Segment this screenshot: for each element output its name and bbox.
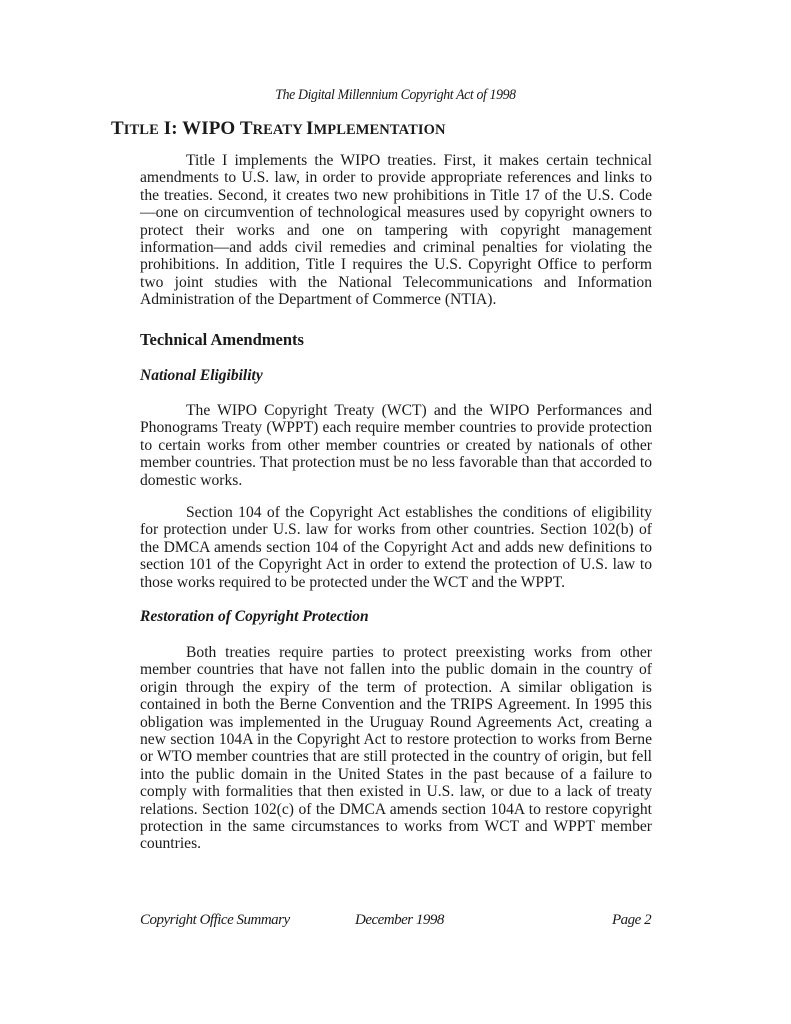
national-eligibility-section-2 [140, 504, 652, 591]
subsection-heading-national-eligibility: National Eligibility [140, 367, 263, 384]
title-text: MPLEMENTATION [313, 122, 446, 138]
section-heading-technical-amendments: Technical Amendments [140, 330, 304, 349]
title-text: T [239, 118, 253, 139]
subsection-heading-restoration: Restoration of Copyright Protection [140, 608, 369, 625]
body-paragraph: Both treaties require parties to protect preexisting works from other member countries that have not fallen into the public domain in the country of origin through the expiry of the term of protection. A similar obligation is contained in both the Berne Convention and the TRIPS Agreement. In 1995 this obligation was implemented in the Uruguay Round Agreements Act, creating a new section 104A in the Copyright Act to restore protection to works from Berne or WTO member countries that are still protected in the country of origin, but fell into the public domain in the United States in the past because of a failure to comply with formalities that then existed in U.S. law, or due to a lack of treaty relations. Section 102(c) of the DMCA amends section 104A to restore copyright protection in the same circumstances to works from WCT and WPPT member countries. [140, 644, 652, 853]
title-text: REATY [252, 122, 306, 138]
national-eligibility-section [140, 402, 652, 489]
footer-date: December 1998 [355, 912, 444, 928]
body-paragraph: Section 104 of the Copyright Act establishes the conditions of eligibility for protection under U.S. law for works from other countries. Section 102(b) of the DMCA amends section 104 of the Copyright Act and adds new definitions to section 101 of the Copyright Act in order to extend the protection of U.S. law to those works required to be protected under the WCT and the WPPT. [140, 504, 652, 591]
restoration-section [140, 644, 652, 853]
intro-paragraph: Title I implements the WIPO treaties. First, it makes certain technical amendments to U.S. law, in order to provide appropriate references and links to the treaties. Second, it creates two new prohibitions in Title 17 of the U.S. Code—one on circumvention of technological measures used by copyright owners to protect their works and one on tampering with copyright management information—and adds civil remedies and criminal penalties for violating the prohibitions. In addition, Title I requires the U.S. Copyright Office to perform two joint studies with the National Telecommunications and Information Administration of the Department of Commerce (NTIA). [140, 152, 652, 309]
page-title [111, 118, 446, 140]
footer-left: Copyright Office Summary [140, 912, 290, 928]
title-text: I: WIPO [158, 118, 240, 139]
intro-section [140, 152, 652, 309]
page-number: Page 2 [612, 912, 652, 928]
title-text: T [111, 118, 124, 139]
running-header: The Digital Millennium Copyright Act of 1998 [275, 87, 516, 103]
body-paragraph: The WIPO Copyright Treaty (WCT) and the WIPO Performances and Phonograms Treaty (WPPT) each require member countries to provide protection to certain works from other member countries or created by nationals of other member countries. That protection must be no less favorable than that accorded to domestic works. [140, 402, 652, 489]
title-text: ITLE [123, 122, 159, 138]
title-text: I [305, 118, 314, 139]
